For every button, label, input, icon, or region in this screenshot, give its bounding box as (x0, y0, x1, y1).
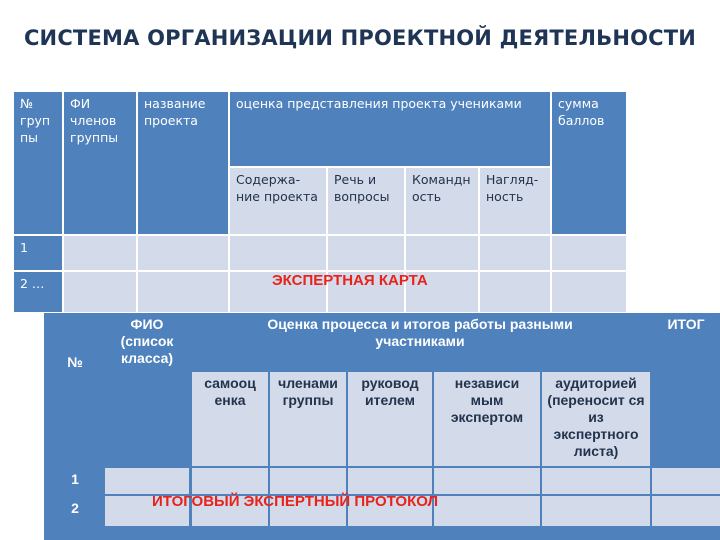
table-cell (652, 496, 720, 526)
row-number: 1 (48, 468, 102, 494)
header-group-number: № груп пы (14, 92, 62, 234)
header-group-members: ФИ членов группы (64, 92, 136, 234)
header-number: № (48, 318, 102, 466)
table-cell (64, 236, 136, 270)
table-cell (406, 236, 478, 270)
header-result: ИТОГ (652, 314, 720, 466)
table-cell (64, 272, 136, 312)
table-cell (105, 468, 189, 494)
table-cell (552, 272, 626, 312)
table-cell (192, 468, 268, 494)
subheader-visual: Нагляд- ность (480, 168, 550, 234)
table-cell (328, 236, 404, 270)
table-cell (542, 468, 650, 494)
subheader-independent-expert: независи мым экспертом (434, 372, 540, 466)
subheader-project-content: Содержа- ние проекта (230, 168, 326, 234)
header-fio: ФИО (список класса) (105, 314, 189, 466)
final-protocol-caption: ИТОГОВЫЙ ЭКСПЕРТНЫЙ ПРОТОКОЛ (152, 493, 439, 510)
table-cell (138, 272, 228, 312)
table-cell (480, 272, 550, 312)
row-number: 2 … (14, 272, 62, 312)
table-cell (270, 468, 346, 494)
table-cell (434, 468, 540, 494)
table-cell (652, 468, 720, 494)
table-cell (138, 236, 228, 270)
subheader-leader: руковод ителем (348, 372, 432, 466)
subheader-audience: аудиторией (переносит ся из экспертного листа) (542, 372, 650, 466)
header-project-name: название проекта (138, 92, 228, 234)
header-presentation-evaluation: оценка представления проекта учениками (230, 92, 550, 166)
expert-card-caption: ЭКСПЕРТНАЯ КАРТА (272, 272, 428, 289)
page-title: СИСТЕМА ОРГАНИЗАЦИИ ПРОЕКТНОЙ ДЕЯТЕЛЬНОСТИ (23, 26, 697, 50)
row-number: 1 (14, 236, 62, 270)
table-cell (348, 468, 432, 494)
subheader-group-members: членами группы (270, 372, 346, 466)
table-cell (434, 496, 540, 526)
table-cell (552, 236, 626, 270)
header-total-score: сумма баллов (552, 92, 626, 234)
subheader-self-evaluation: самооц енка (192, 372, 268, 466)
row-number: 2 (48, 496, 102, 526)
subheader-speech-questions: Речь и вопросы (328, 168, 404, 234)
table-cell (480, 236, 550, 270)
table-cell (230, 236, 326, 270)
subheader-teamwork: Командн ость (406, 168, 478, 234)
header-process-evaluation: Оценка процесса и итогов работы разными участниками (192, 314, 648, 370)
table-cell (542, 496, 650, 526)
